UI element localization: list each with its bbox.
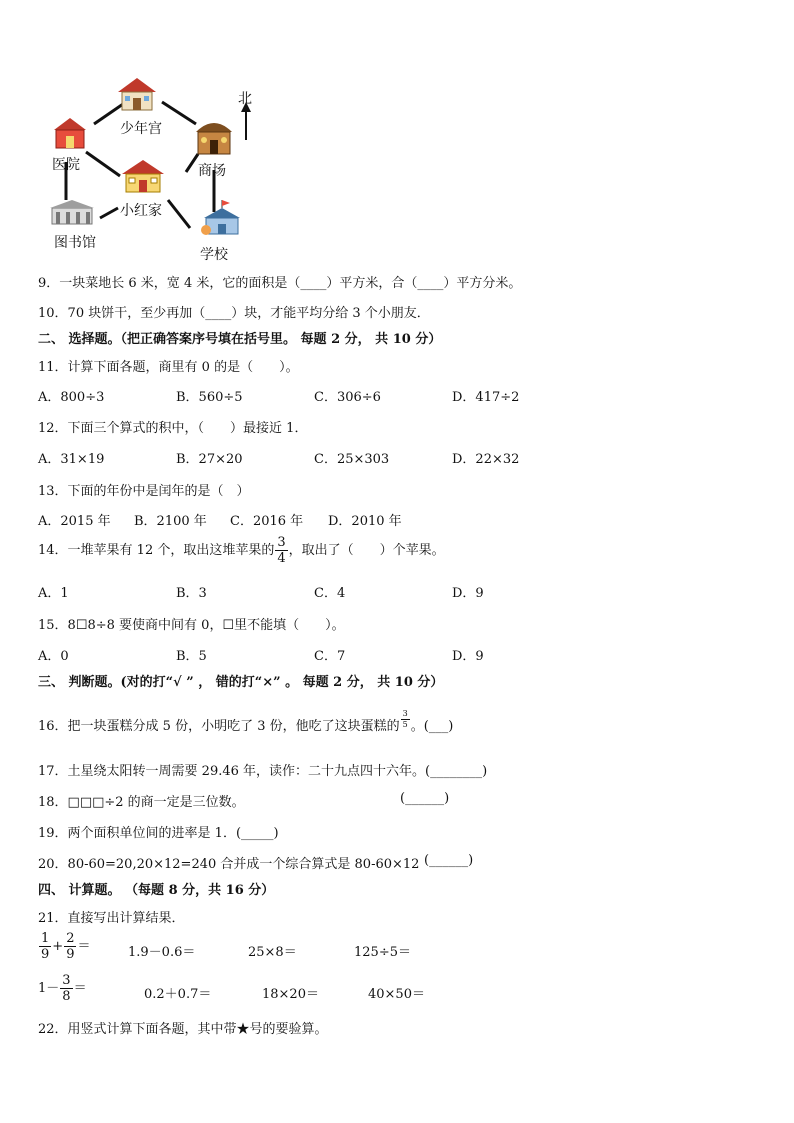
calc-1-2: 1.9－0.6＝ (128, 945, 196, 960)
section-4-heading: 四、 计算题。 （每题 8 分，共 16 分） (38, 883, 275, 898)
calc-1-3: 25×8＝ (248, 945, 297, 960)
hospital-icon (50, 116, 90, 150)
denominator: 9 (66, 947, 75, 962)
option-c: C．4 (314, 586, 346, 601)
question-18-blank: (______) (400, 791, 450, 806)
mall-icon (192, 116, 236, 156)
numerator: 3 (277, 535, 286, 550)
option-d: D．2010 年 (328, 514, 402, 529)
question-12: 12．下面三个算式的积中，（ ）最接近 1． (38, 421, 308, 436)
option-c: C．7 (314, 649, 346, 664)
option-a: A．800÷3 (38, 390, 105, 405)
question-20: 20．80-60=20,20×12=240 合并成一个综合算式是 80-60×12 (38, 857, 420, 872)
question-13: 13．下面的年份中是闰年的是（ ） (38, 484, 250, 499)
north-label: 北 (238, 91, 252, 107)
denominator: 9 (41, 947, 50, 962)
option-b: B．3 (176, 586, 207, 601)
option-d: D．417÷2 (452, 390, 520, 405)
fraction-three-quarters (275, 536, 287, 565)
direction-map (40, 72, 300, 268)
question-14-text: 14．一堆苹果有 12 个，取出这堆苹果的 (38, 543, 275, 558)
question-16-text: 16．把一块蛋糕分成 5 份，小明吃了 3 份，他吃了这块蛋糕的 (38, 719, 400, 734)
fraction-three-eighths (60, 974, 72, 1003)
calc-1-1 (38, 932, 90, 961)
fraction-three-fifths (401, 710, 410, 729)
option-d: D．9 (452, 649, 484, 664)
numerator: 1 (41, 931, 50, 946)
option-d: D．22×32 (452, 452, 520, 467)
option-b: B．2100 年 (134, 514, 207, 529)
option-b: B．560÷5 (176, 390, 243, 405)
question-20-blank: (______) (424, 853, 474, 868)
question-21: 21．直接写出计算结果． (38, 911, 185, 926)
question-22: 22．用竖式计算下面各题，其中带★号的要验算。 (38, 1022, 328, 1037)
numerator: 2 (66, 931, 75, 946)
denominator: 4 (277, 551, 286, 566)
option-c: C．306÷6 (314, 390, 381, 405)
option-a: A．1 (38, 586, 69, 601)
plus-sign: + (52, 939, 64, 954)
question-19: 19．两个面积单位间的进率是 1．(_____) (38, 826, 279, 841)
one-minus: 1－ (38, 981, 60, 996)
question-16 (38, 710, 453, 734)
xiaohong-home-icon (120, 158, 166, 194)
question-10: 10．70 块饼干，至少再加（____）块，才能平均分给 3 个小朋友． (38, 306, 430, 321)
school-icon (198, 200, 244, 238)
numerator: 3 (62, 973, 71, 988)
question-11: 11．计算下面各题，商里有 0 的是（ ）。 (38, 360, 299, 375)
youth-palace-label: 少年宫 (120, 121, 162, 137)
mall-label: 商场 (198, 163, 226, 179)
question-9: 9．一块菜地长 6 米，宽 4 米，它的面积是（____）平方米，合（____）平方分米。 (38, 276, 522, 291)
calc-2-3: 18×20＝ (262, 987, 319, 1002)
option-a: A．2015 年 (38, 514, 111, 529)
calc-2-2: 0.2＋0.7＝ (144, 987, 212, 1002)
section-2-heading: 二、 选择题。（把正确答案序号填在括号里。 每题 2 分， 共 10 分） (38, 332, 442, 347)
question-18: 18．□□□÷2 的商一定是三位数。 (38, 795, 245, 810)
library-icon (46, 198, 98, 228)
library-label: 图书馆 (54, 235, 96, 251)
option-b: B．27×20 (176, 452, 243, 467)
equals-sign: ＝ (73, 981, 87, 996)
question-15: 15．8☐8÷8 要使商中间有 0，☐里不能填（ ）。 (38, 618, 345, 633)
question-14 (38, 536, 445, 565)
fraction-two-ninths (64, 932, 76, 961)
calc-1-4: 125÷5＝ (354, 945, 411, 960)
option-d: D．9 (452, 586, 484, 601)
calc-2-4: 40×50＝ (368, 987, 425, 1002)
fraction-one-ninth (39, 932, 51, 961)
question-14-tail: ，取出了（ ）个苹果。 (288, 543, 445, 558)
denominator: 8 (62, 989, 71, 1004)
option-c: C．25×303 (314, 452, 390, 467)
section-3-heading: 三、 判断题。(对的打“√ ” ， 错的打“×” 。 每题 2 分， 共 10 分） (38, 675, 444, 690)
hospital-label: 医院 (52, 157, 80, 173)
question-16-tail: 。(___) (410, 719, 454, 734)
calc-2-1 (38, 974, 87, 1003)
option-c: C．2016 年 (230, 514, 304, 529)
option-a: A．31×19 (38, 452, 105, 467)
xiaohong-home-label: 小红家 (120, 203, 162, 219)
numerator: 3 (402, 709, 408, 718)
option-a: A．0 (38, 649, 69, 664)
question-17: 17．土星绕太阳转一周需要 29.46 年，读作：二十九点四十六年。(________) (38, 764, 488, 779)
option-b: B．5 (176, 649, 207, 664)
equals-sign: ＝ (77, 939, 91, 954)
denominator: 5 (402, 720, 408, 729)
school-label: 学校 (200, 247, 228, 263)
youth-palace-icon (116, 76, 158, 112)
